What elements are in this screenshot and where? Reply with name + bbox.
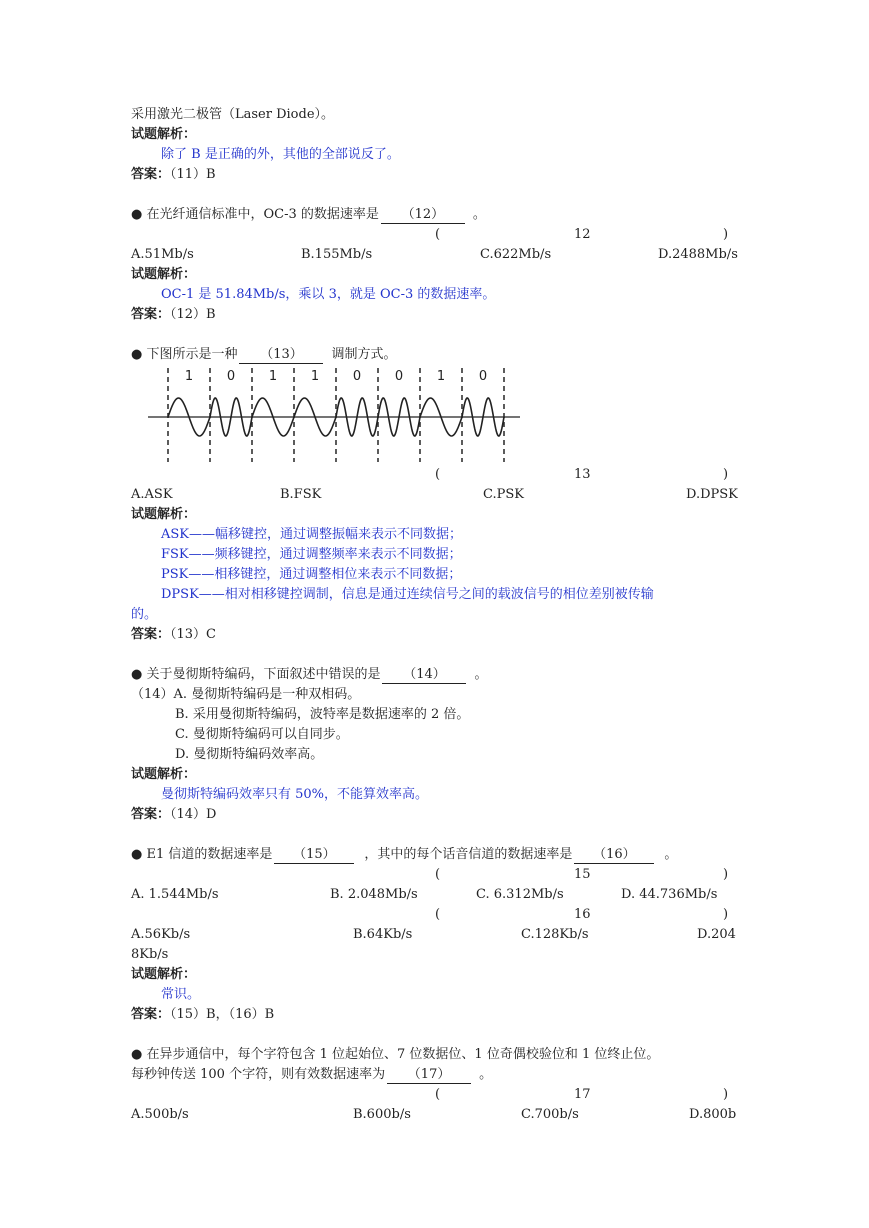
option-d: D. 曼彻斯特编码效率高。 — [175, 747, 324, 762]
answer-line — [131, 1005, 739, 1025]
analysis-text: OC-1 是 51.84Mb/s，乘以 3，就是 OC-3 的数据速率。 — [161, 287, 496, 302]
paren-line — [131, 865, 739, 885]
option-b: B.FSK — [280, 487, 322, 502]
options-row — [131, 485, 739, 505]
option-b: B.155Mb/s — [301, 247, 373, 262]
option-c: C.128Kb/s — [521, 927, 589, 942]
answer-blank-15: （15） — [274, 847, 354, 864]
analysis-text: ASK——幅移键控，通过调整振幅来表示不同数据； — [161, 527, 463, 542]
option-a: A.51Mb/s — [131, 247, 194, 262]
analysis-text: 常识。 — [161, 987, 201, 1002]
answer-value: （11）B — [170, 167, 216, 182]
option-b: B. 2.048Mb/s — [330, 887, 418, 902]
paren-open: ( — [435, 1087, 441, 1102]
option-a: （14）A. 曼彻斯特编码是一种双相码。 — [131, 687, 361, 702]
analysis-text: DPSK——相对相移键控调制，信息是通过连续信号之间的载波信号的相位差别被传输 — [161, 587, 654, 602]
question-stem — [131, 345, 739, 365]
paren-line — [131, 465, 739, 485]
option-d: D. 44.736Mb/s — [621, 887, 718, 902]
options-row — [131, 1105, 739, 1125]
analysis-text: 的。 — [131, 607, 158, 622]
question-stem — [131, 845, 739, 865]
analysis-label: 试题解析： — [131, 507, 197, 522]
paren-close: ) — [723, 867, 729, 882]
option-d: D.800b — [689, 1107, 737, 1122]
stem-text: ，其中的每个话音信道的数据速率是 — [364, 847, 573, 862]
answer-value: （12）B — [170, 307, 216, 322]
options-row — [131, 885, 739, 905]
option-a: A. 1.544Mb/s — [131, 887, 219, 902]
analysis-label: 试题解析： — [131, 767, 197, 782]
answer-blank: （14） — [382, 667, 466, 684]
option-d: D.2488Mb/s — [658, 247, 738, 262]
paren-number: 17 — [574, 1087, 591, 1102]
analysis-label: 试题解析： — [131, 127, 197, 142]
analysis-text: 除了 B 是正确的外，其他的全部说反了。 — [161, 147, 400, 162]
option-d-wrap: 8Kb/s — [131, 947, 169, 962]
answer-label: 答案： — [131, 307, 171, 322]
bit-label: 1 — [268, 369, 278, 384]
paren-open: ( — [435, 227, 441, 242]
stem-end: 。 — [479, 1067, 493, 1082]
paren-number: 16 — [574, 907, 591, 922]
analysis-label: 试题解析： — [131, 967, 197, 982]
option-c: C.622Mb/s — [480, 247, 552, 262]
option-b: B.600b/s — [353, 1107, 411, 1122]
paren-close: ) — [723, 907, 729, 922]
answer-value: （15）B，（16）B — [170, 1007, 275, 1022]
paren-line — [131, 225, 739, 245]
stem-end: 。 — [664, 847, 678, 862]
answer-value: （13）C — [170, 627, 217, 642]
analysis-label: 试题解析： — [131, 267, 197, 282]
option-c: C.700b/s — [521, 1107, 579, 1122]
stem-text: ● 关于曼彻斯特编码，下面叙述中错误的是 — [131, 667, 381, 682]
answer-blank-16: （16） — [574, 847, 654, 864]
paren-number: 12 — [574, 227, 591, 242]
bit-label: 0 — [394, 369, 404, 384]
question-stem: ● 在异步通信中，每个字符包含 1 位起始位、7 位数据位、1 位奇偶校验位和 1 位终止位。 — [131, 1047, 660, 1062]
options-row — [131, 925, 739, 945]
option-c: C. 曼彻斯特编码可以自同步。 — [175, 727, 349, 742]
option-d: D.204 — [697, 927, 736, 942]
paren-open: ( — [435, 467, 441, 482]
paren-close: ) — [723, 1087, 729, 1102]
answer-line — [131, 625, 739, 645]
question-stem — [131, 665, 739, 685]
bit-label: 1 — [310, 369, 320, 384]
paren-close: ) — [723, 467, 729, 482]
question-stem — [131, 1065, 739, 1085]
stem-end: 调制方式。 — [331, 347, 397, 362]
stem-text: ● 下图所示是一种 — [131, 347, 238, 362]
analysis-text: FSK——频移键控，通过调整频率来表示不同数据； — [161, 547, 462, 562]
paren-line — [131, 905, 739, 925]
answer-blank: （17） — [387, 1067, 471, 1084]
answer-line — [131, 805, 739, 825]
answer-line — [131, 305, 739, 325]
options-row — [131, 245, 739, 265]
stem-text: ● E1 信道的数据速率是 — [131, 847, 273, 862]
paren-open: ( — [435, 907, 441, 922]
option-d: D.DPSK — [686, 487, 738, 502]
paren-open: ( — [435, 867, 441, 882]
answer-value: （14）D — [170, 807, 217, 822]
answer-line — [131, 165, 739, 185]
bit-label: 1 — [184, 369, 194, 384]
bit-label: 0 — [478, 369, 488, 384]
paren-number: 13 — [574, 467, 591, 482]
question-stem — [131, 205, 739, 225]
option-c: C.PSK — [483, 487, 524, 502]
option-a: A.500b/s — [131, 1107, 189, 1122]
paren-line — [131, 1085, 739, 1105]
paren-number: 15 — [574, 867, 591, 882]
option-c: C. 6.312Mb/s — [476, 887, 564, 902]
bit-label: 1 — [436, 369, 446, 384]
analysis-text: PSK——相移键控，通过调整相位来表示不同数据； — [161, 567, 462, 582]
stem-text: ● 在光纤通信标准中，OC-3 的数据速率是 — [131, 207, 379, 222]
bit-label: 0 — [352, 369, 362, 384]
answer-blank: （12） — [381, 207, 465, 224]
paren-close: ) — [723, 227, 729, 242]
stem-end: 。 — [472, 207, 486, 222]
option-b: B.64Kb/s — [353, 927, 413, 942]
bit-label: 0 — [226, 369, 236, 384]
analysis-text: 曼彻斯特编码效率只有 50%，不能算效率高。 — [161, 787, 429, 802]
answer-label: 答案： — [131, 807, 171, 822]
answer-blank: （13） — [239, 347, 323, 364]
answer-label: 答案： — [131, 1007, 171, 1022]
top-line: 采用激光二极管（Laser Diode）。 — [131, 107, 335, 122]
stem-text: 每秒钟传送 100 个字符，则有效数据速率为 — [131, 1067, 386, 1082]
fsk-waveform-figure — [146, 364, 522, 464]
stem-end: 。 — [474, 667, 488, 682]
option-b: B. 采用曼彻斯特编码，波特率是数据速率的 2 倍。 — [175, 707, 470, 722]
answer-label: 答案： — [131, 167, 171, 182]
option-a: A.ASK — [131, 487, 173, 502]
option-a: A.56Kb/s — [131, 927, 191, 942]
answer-label: 答案： — [131, 627, 171, 642]
